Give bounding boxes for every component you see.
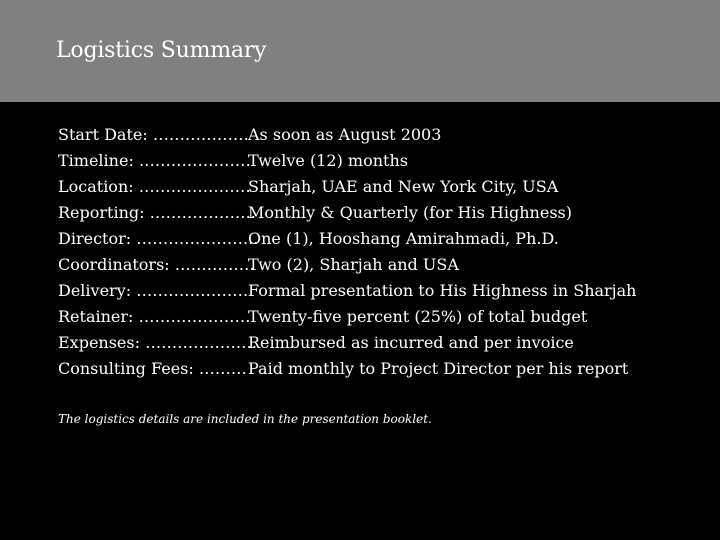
- logistics-row-delivery: [58, 278, 698, 304]
- logistics-row-expenses: [58, 330, 698, 356]
- logistics-row-reporting: [58, 200, 698, 226]
- logistics-row-coordinators: [58, 252, 698, 278]
- logistics-row-retainer: [58, 304, 698, 330]
- row-label: Start Date: ………………: [58, 125, 249, 144]
- row-label: Timeline: …………………: [58, 151, 251, 170]
- logistics-row-director: [58, 226, 698, 252]
- row-value: Reimbursed as incurred and per invoice: [248, 333, 574, 352]
- row-value: Two (2), Sharjah and USA: [248, 255, 459, 274]
- row-label: Location: …………………: [58, 177, 251, 196]
- row-value: Sharjah, UAE and New York City, USA: [248, 177, 559, 196]
- row-label: Expenses: …………………: [58, 333, 258, 352]
- row-value: As soon as August 2003: [248, 125, 442, 144]
- row-label: Retainer: …………………: [58, 307, 251, 326]
- logistics-row-location: [58, 174, 698, 200]
- logistics-list: [58, 122, 698, 382]
- row-label: Delivery: …………………: [58, 281, 249, 300]
- footnote: The logistics details are included in the presentation booklet.: [58, 412, 432, 426]
- row-label: Director: …………………..: [58, 229, 259, 248]
- row-value: One (1), Hooshang Amirahmadi, Ph.D.: [248, 229, 559, 248]
- logistics-row-start-date: [58, 122, 698, 148]
- title-bar: [0, 0, 720, 102]
- row-value: Formal presentation to His Highness in Sharjah: [248, 281, 637, 300]
- row-label: Consulting Fees: ………: [58, 359, 247, 378]
- row-value: Twelve (12) months: [248, 151, 408, 170]
- row-value: Monthly & Quarterly (for His Highness): [248, 203, 572, 222]
- row-label: Coordinators: ……………: [58, 255, 255, 274]
- slide-title: Logistics Summary: [56, 38, 267, 63]
- row-value: Paid monthly to Project Director per his report: [248, 359, 629, 378]
- logistics-row-consulting-fees: [58, 356, 698, 382]
- logistics-row-timeline: [58, 148, 698, 174]
- row-label: Reporting: ………………..: [58, 203, 256, 222]
- row-value: Twenty-five percent (25%) of total budget: [248, 307, 588, 326]
